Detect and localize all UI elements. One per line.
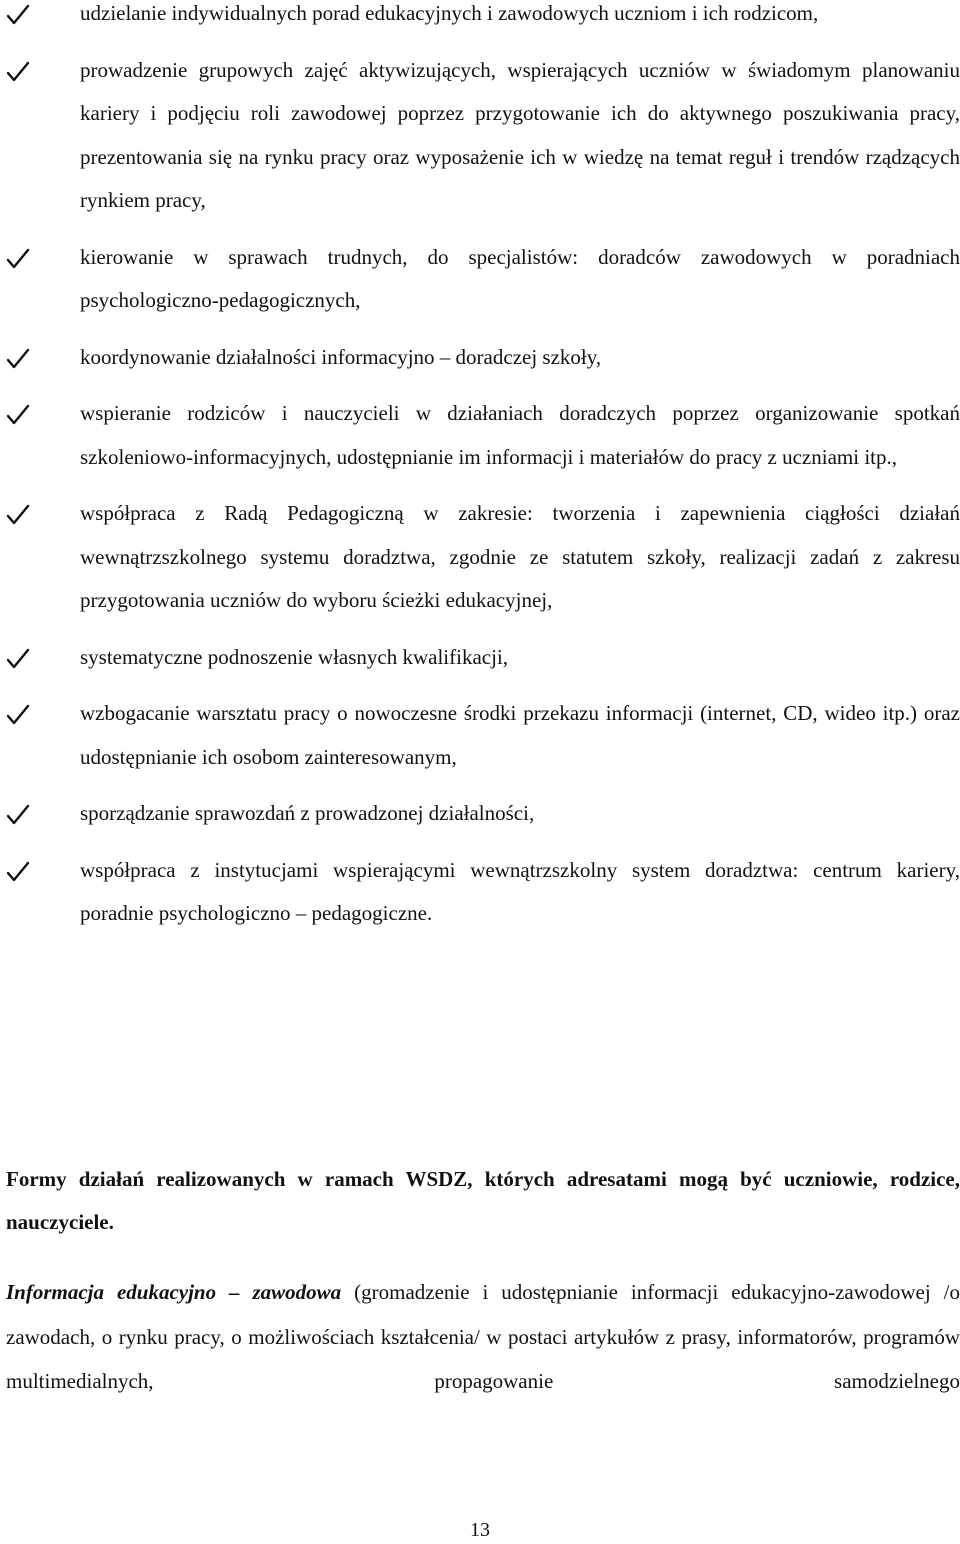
list-item bbox=[0, 692, 960, 779]
check-mark-icon bbox=[6, 704, 30, 726]
paragraph-lead: Informacja edukacyjno – zawodowa bbox=[6, 1280, 342, 1304]
list-item bbox=[0, 0, 960, 36]
list-item bbox=[0, 236, 960, 323]
list-item-text: współpraca z Radą Pedagogiczną w zakresie: tworzenia i zapewnienia ciągłości działań wewnątrzszkolnego systemu doradztwa, zgodnie ze statutem szkoły, realizacji zadań z zakresu przygotowania uczniów do wyboru ścieżki edukacyjnej, bbox=[80, 501, 960, 612]
page-number: 13 bbox=[470, 1519, 490, 1541]
check-mark-icon bbox=[6, 404, 30, 426]
paragraph bbox=[6, 1270, 960, 1404]
list-item bbox=[0, 336, 960, 380]
check-mark-icon bbox=[6, 804, 30, 826]
list-item bbox=[0, 49, 960, 223]
list-item-text: prowadzenie grupowych zajęć aktywizujących, wspierających uczniów w świadomym planowaniu kariery i podjęciu roli zawodowej poprzez przygotowanie ich do aktywnego poszukiwania pracy, prezentowania się na rynku pracy oraz wyposażenie ich w wiedzę na temat reguł i trendów rządzących rynkiem pracy, bbox=[80, 57, 960, 212]
check-mark-icon bbox=[6, 248, 30, 270]
list-item-text: wspieranie rodziców i nauczycieli w działaniach doradczych poprzez organizowanie spotkań szkoleniowo-informacyjnych, udostępnianie im informacji i materiałów do pracy z uczniami itp., bbox=[80, 401, 960, 469]
check-mark-icon bbox=[6, 648, 30, 670]
list-item-text: systematyczne podnoszenie własnych kwalifikacji, bbox=[80, 644, 509, 669]
list-item bbox=[0, 392, 960, 479]
check-mark-icon bbox=[6, 61, 30, 83]
list-item-text: kierowanie w sprawach trudnych, do specjalistów: doradców zawodowych w poradniach psychologiczno-pedagogicznych, bbox=[80, 244, 960, 312]
list-item bbox=[0, 492, 960, 623]
check-mark-icon bbox=[6, 348, 30, 370]
list-item-text: udzielanie indywidualnych porad edukacyjnych i zawodowych uczniom i ich rodzicom, bbox=[80, 1, 819, 25]
list-item bbox=[0, 849, 960, 936]
list-item bbox=[0, 792, 960, 836]
list-item-text: sporządzanie sprawozdań z prowadzonej działalności, bbox=[80, 801, 535, 825]
section-heading: Formy działań realizowanych w ramach WSDZ, których adresatami mogą być uczniowie, rodzice, nauczyciele. bbox=[6, 1167, 960, 1234]
list-item-text: wzbogacanie warsztatu pracy o nowoczesne środki przekazu informacji (internet, CD, wideo itp.) oraz udostępnianie ich osobom zainteresowanym, bbox=[80, 701, 960, 769]
paragraph-text: (gromadzenie i udostępnianie informacji edukacyjno-zawodowej /o zawodach, o rynku pracy, o możliwościach kształcenia/ w postaci artykułów z prasy, informatorów, programów multimedialnych, propagowanie samodzielnego bbox=[6, 1280, 960, 1393]
check-mark-icon bbox=[6, 861, 30, 883]
list-item-text: koordynowanie działalności informacyjno – doradczej szkoły, bbox=[80, 344, 602, 369]
check-mark-icon bbox=[6, 4, 30, 26]
check-mark-icon bbox=[6, 504, 30, 526]
list-item-text: współpraca z instytucjami wspierającymi wewnątrzszkolny system doradztwa: centrum kariery, poradnie psychologiczno – pedagogiczne. bbox=[80, 857, 960, 925]
list-item bbox=[0, 636, 960, 680]
